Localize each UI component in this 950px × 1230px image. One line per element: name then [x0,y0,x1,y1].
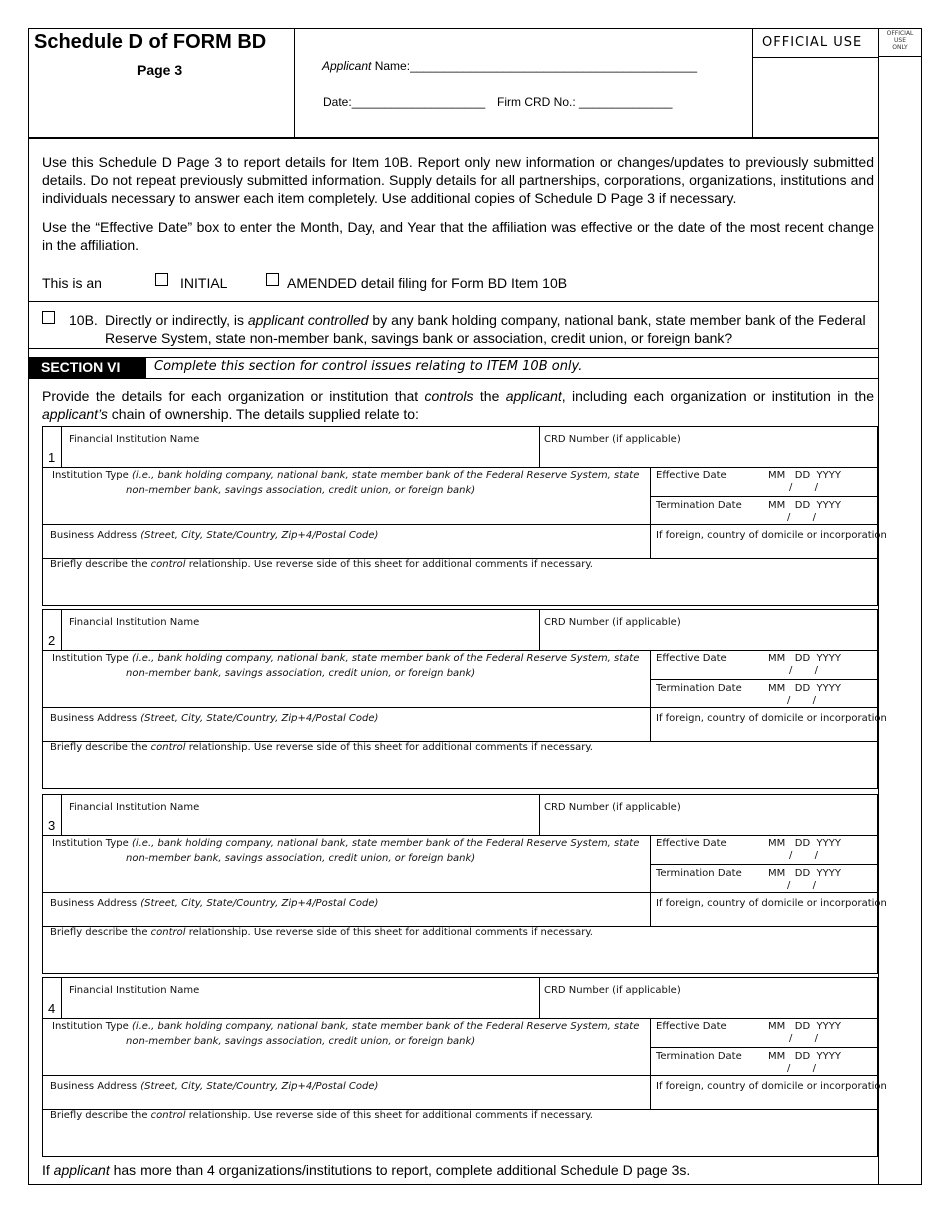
termination-date-slashes: / / [787,512,816,523]
amended-label: AMENDED detail filing for Form BD Item 10B [287,275,568,291]
termination-date-label: Termination Date [656,868,742,879]
official-use-label: OFFICIAL USE [762,35,863,50]
provide-details-d: chain of ownership. The details supplied relate to: [107,406,419,422]
firm-crd-line: ______________ [579,95,673,109]
foreign-country-field[interactable] [656,711,887,739]
institution-type-line-2 [52,483,646,498]
date-label: Date: [323,95,352,109]
effective-date-format: MM DD YYYY [768,470,841,481]
describe-label-control: control [150,742,186,753]
effective-date-label: Effective Date [656,1021,727,1032]
termination-date-label: Termination Date [656,1051,742,1062]
effective-date-format: MM DD YYYY [768,653,841,664]
effective-date-slashes: / / [789,1033,818,1044]
effective-date-slashes: / / [789,850,818,861]
effective-date-format: MM DD YYYY [768,1021,841,1032]
effective-date-field[interactable] [656,651,876,679]
section-label: SECTION VI [29,357,146,378]
describe-label-a: Briefly describe the [50,1110,151,1121]
effective-date-field[interactable] [656,468,876,496]
foreign-country-label: If foreign, country of domicile or incorporation [656,898,887,909]
business-address-field[interactable] [50,528,646,556]
termination-date-slashes: / / [787,1063,816,1074]
foreign-country-label: If foreign, country of domicile or incorporation [656,713,887,724]
footer-b: has more than 4 organizations/institutions to report, complete additional Schedule D page 3s. [109,1162,691,1178]
item-10b-text-a: Directly or indirectly, is [105,312,248,328]
describe-label-b: relationship. Use reverse side of this sheet for additional comments if necessary. [185,1110,593,1121]
business-address-field[interactable] [50,1079,646,1107]
financial-institution-name-field[interactable] [69,432,534,466]
crd-number-label: CRD Number (if applicable) [544,434,681,445]
section-title: Complete this section for control issues relating to ITEM 10B only. [154,359,583,374]
institution-type-line-1 [52,468,646,483]
financial-institution-name-field[interactable] [69,800,534,834]
termination-date-slashes: / / [787,695,816,706]
applicant-name-label: Name: [371,59,411,73]
financial-institution-name-label: Financial Institution Name [69,802,200,813]
termination-date-format: MM DD YYYY [768,868,841,879]
item-10b-checkbox[interactable] [42,311,55,324]
item-10b-text-italic: applicant controlled [247,312,369,328]
business-address-label: Business Address [50,898,141,909]
institution-type-field[interactable] [52,651,646,701]
item-10b-number: 10B. [69,312,98,328]
termination-date-field[interactable] [656,866,876,894]
describe-label-b: relationship. Use reverse side of this sheet for additional comments if necessary. [185,742,593,753]
institution-type-hint-2: non-member bank, savings association, credit union, or foreign bank) [126,853,476,864]
date-line: ____________________ [351,95,486,109]
institution-type-label: Institution Type [52,470,132,481]
financial-institution-name-field[interactable] [69,983,534,1017]
effective-date-field[interactable] [656,1019,876,1047]
firm-crd-label: Firm CRD No.: [497,95,576,109]
business-address-hint: (Street, City, State/Country, Zip+4/Postal Code) [140,1081,379,1092]
firm-crd-field[interactable] [497,94,672,110]
provide-details-controls: controls [424,388,474,404]
official-use-small-2: USE [894,37,906,44]
crd-number-field[interactable] [544,432,874,466]
termination-date-format: MM DD YYYY [768,500,841,511]
crd-number-field[interactable] [544,800,874,834]
financial-institution-name-label: Financial Institution Name [69,434,200,445]
termination-date-label: Termination Date [656,683,742,694]
entry-number: 4 [48,1001,56,1016]
termination-date-format: MM DD YYYY [768,683,841,694]
institution-type-field[interactable] [52,836,646,886]
termination-date-label: Termination Date [656,500,742,511]
effective-date-label: Effective Date [656,470,727,481]
official-use-small-1: OFFICIAL [886,30,914,37]
control-relationship-field[interactable] [50,1108,874,1154]
instructions-para-2: Use the “Effective Date” box to enter the Month, Day, and Year that the affiliation was effective or the date of the most recent change in the affiliation. [42,219,874,253]
institution-type-hint-1: (i.e., bank holding company, national bank, state member bank of the Federal Reserve System, state [131,1021,640,1032]
termination-date-field[interactable] [656,1049,876,1077]
describe-label-control: control [150,1110,186,1121]
termination-date-format: MM DD YYYY [768,1051,841,1062]
foreign-country-field[interactable] [656,528,887,556]
financial-institution-name-label: Financial Institution Name [69,985,200,996]
describe-label-a: Briefly describe the [50,742,151,753]
crd-number-field[interactable] [544,983,874,1017]
form-title: Schedule D of FORM BD [34,31,267,53]
financial-institution-name-field[interactable] [69,615,534,649]
effective-date-slashes: / / [789,482,818,493]
financial-institution-name-label: Financial Institution Name [69,617,200,628]
control-relationship-field[interactable] [50,740,874,786]
item-10b-text-b: by any bank holding company, national bank, state member bank of the Federal [368,312,866,328]
institution-type-line-2 [52,1034,646,1049]
business-address-field[interactable] [50,896,646,924]
provide-details-applicants: applicant’s [42,406,108,422]
institution-type-label: Institution Type [52,838,132,849]
business-address-label: Business Address [50,713,141,724]
entry-number: 3 [48,818,56,833]
page-label: Page 3 [137,62,183,78]
termination-date-field[interactable] [656,681,876,709]
footer-note [42,1161,690,1179]
effective-date-label: Effective Date [656,653,727,664]
provide-details-applicant: applicant [505,388,562,404]
institution-type-hint-1: (i.e., bank holding company, national bank, state member bank of the Federal Reserve System, state [131,470,640,481]
entry-number: 2 [48,633,56,648]
termination-date-field[interactable] [656,498,876,526]
business-address-label: Business Address [50,1081,141,1092]
effective-date-field[interactable] [656,836,876,864]
business-address-label: Business Address [50,530,141,541]
describe-label-b: relationship. Use reverse side of this sheet for additional comments if necessary. [185,559,593,570]
control-relationship-field[interactable] [50,557,874,603]
termination-date-slashes: / / [787,880,816,891]
applicant-name-field[interactable] [322,58,697,74]
institution-type-line-2 [52,851,646,866]
institution-type-field[interactable] [52,468,646,518]
foreign-country-label: If foreign, country of domicile or incorporation [656,1081,887,1092]
institution-type-hint-2: non-member bank, savings association, credit union, or foreign bank) [126,668,476,679]
institution-type-line-1 [52,1019,646,1034]
institution-type-line-1 [52,836,646,851]
provide-details-c: , including each organization or institution in the [561,388,874,404]
describe-label-control: control [150,927,186,938]
business-address-field[interactable] [50,711,646,739]
institution-type-field[interactable] [52,1019,646,1069]
provide-details-a: Provide the details for each organization or institution that [42,388,425,404]
institution-type-line-1 [52,651,646,666]
crd-number-field[interactable] [544,615,874,649]
footer-a: If [42,1162,54,1178]
business-address-hint: (Street, City, State/Country, Zip+4/Postal Code) [140,713,379,724]
institution-type-hint-2: non-member bank, savings association, credit union, or foreign bank) [126,1036,476,1047]
effective-date-slashes: / / [789,665,818,676]
filing-type-prefix: This is an [42,275,102,291]
institution-type-line-2 [52,666,646,681]
business-address-hint: (Street, City, State/Country, Zip+4/Postal Code) [140,898,379,909]
institution-type-label: Institution Type [52,1021,132,1032]
initial-label: INITIAL [180,275,228,291]
date-field[interactable] [323,94,485,110]
institution-type-hint-2: non-member bank, savings association, credit union, or foreign bank) [126,485,476,496]
footer-applicant: applicant [53,1162,110,1178]
institution-type-label: Institution Type [52,653,132,664]
crd-number-label: CRD Number (if applicable) [544,985,681,996]
provide-details-b: the [473,388,506,404]
official-use-small-3: ONLY [892,44,908,51]
foreign-country-field[interactable] [656,1079,887,1107]
provide-details-line-2 [42,405,419,423]
item-10b-question-line-2: Reserve System, state non-member bank, savings bank or association, credit union, or foreign bank? [105,330,733,346]
business-address-hint: (Street, City, State/Country, Zip+4/Postal Code) [140,530,379,541]
foreign-country-label: If foreign, country of domicile or incorporation [656,530,887,541]
amended-checkbox[interactable] [266,273,279,286]
entry-number: 1 [48,450,56,465]
describe-label-b: relationship. Use reverse side of this sheet for additional comments if necessary. [185,927,593,938]
crd-number-label: CRD Number (if applicable) [544,617,681,628]
provide-details-line-1 [42,387,874,405]
effective-date-label: Effective Date [656,838,727,849]
item-10b-question-line-1 [105,311,866,329]
official-use-small [880,30,920,51]
control-relationship-field[interactable] [50,925,874,971]
instructions-para-1: Use this Schedule D Page 3 to report details for Item 10B. Report only new information or changes/updates to previously submitted details. Do not repeat previously submitted information. Supply details for all partnerships, corporations, organizations, institutions and individuals necessary to answer each item completely. Use additional copies of Schedule D Page 3 if necessary. [42,154,874,206]
describe-label-control: control [150,559,186,570]
applicant-name-label-italic: Applicant [322,59,372,73]
institution-type-hint-1: (i.e., bank holding company, national bank, state member bank of the Federal Reserve System, state [131,838,640,849]
initial-checkbox[interactable] [155,273,168,286]
institution-type-hint-1: (i.e., bank holding company, national bank, state member bank of the Federal Reserve System, state [131,653,640,664]
describe-label-a: Briefly describe the [50,559,151,570]
foreign-country-field[interactable] [656,896,887,924]
effective-date-format: MM DD YYYY [768,838,841,849]
crd-number-label: CRD Number (if applicable) [544,802,681,813]
describe-label-a: Briefly describe the [50,927,151,938]
applicant-name-line: ___________________________________________ [410,59,698,73]
